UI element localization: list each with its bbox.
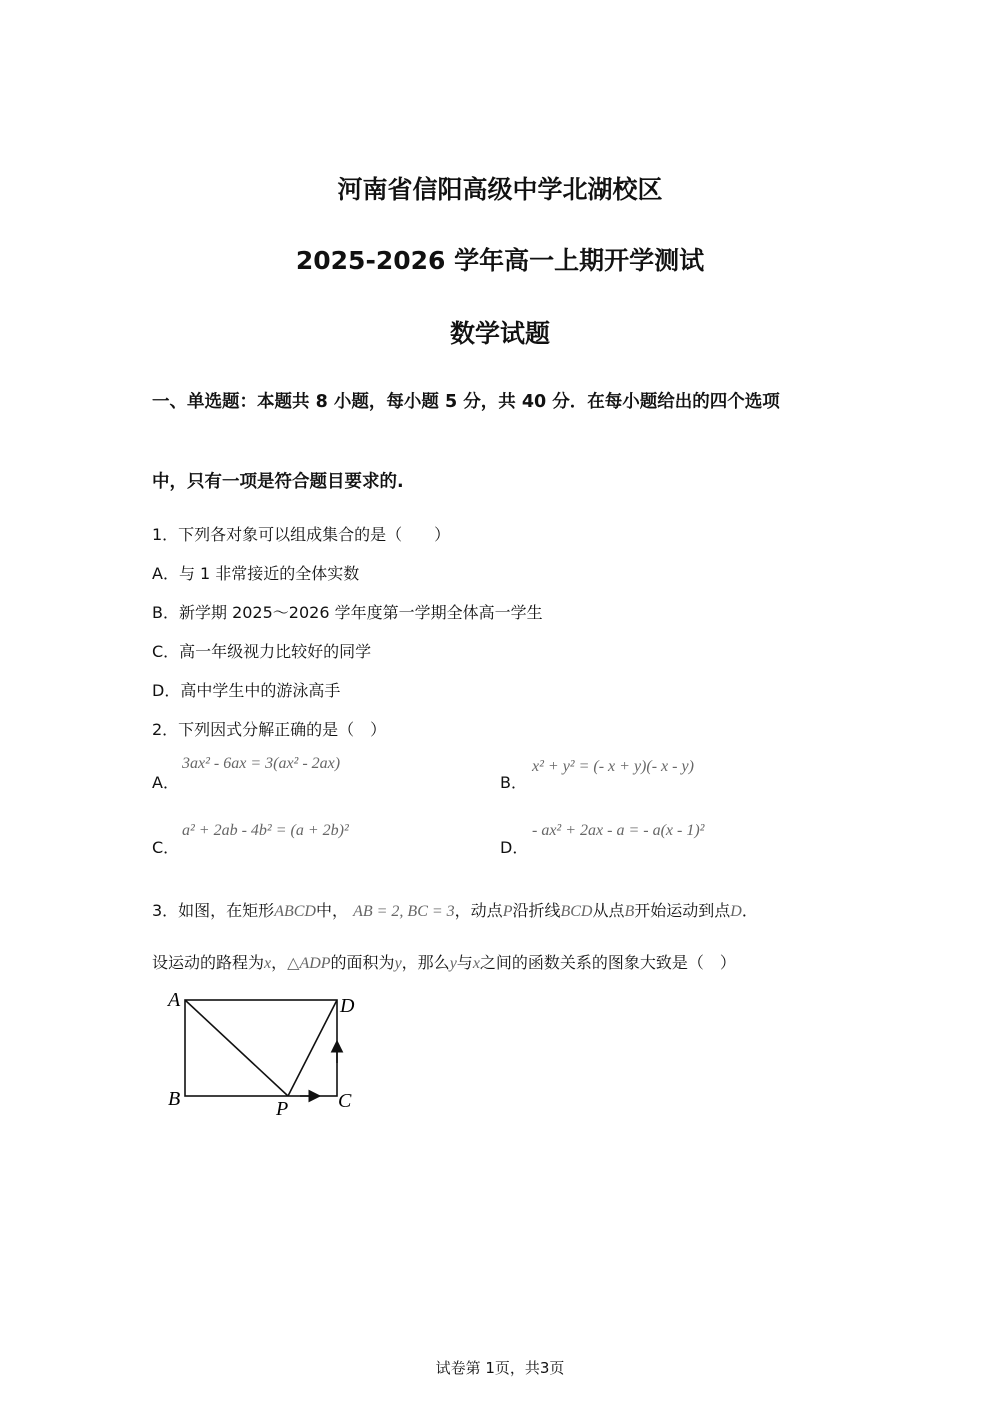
- label-c: C: [338, 1090, 352, 1112]
- q1-option-c: C．高一年级视力比较好的同学: [152, 642, 372, 661]
- q3-stem-line1: 3．如图，在矩形ABCD中， AB = 2, BC = 3，动点P沿折线BCD从点B开始运动到点D．: [152, 901, 758, 920]
- q2-option-c-formula: a² + 2ab - 4b² = (a + 2b)²: [182, 822, 349, 839]
- rectangle-figure: [160, 985, 380, 1125]
- q1-option-a: A．与 1 非常接近的全体实数: [152, 564, 360, 583]
- q3-stem-line2: 设运动的路程为x，△ADP的面积为y，那么y与x之间的函数关系的图象大致是（ ）: [152, 953, 736, 972]
- q2-label-a: A．: [152, 773, 179, 792]
- rectangle-abcd: [185, 1000, 337, 1096]
- q2-label-c: C．: [152, 838, 180, 857]
- q1-option-d: D．高中学生中的游泳高手: [152, 681, 341, 700]
- segment-ap: [185, 1000, 288, 1096]
- label-b: B: [168, 1088, 181, 1110]
- label-p: P: [276, 1098, 289, 1120]
- section-heading-line1: 一、单选题：本题共 8 小题，每小题 5 分，共 40 分．在每小题给出的四个选项: [152, 392, 780, 412]
- school-title: 河南省信阳高级中学北湖校区: [337, 175, 663, 204]
- label-d: D: [340, 995, 355, 1017]
- page-footer: 试卷第 1页，共3页: [435, 1359, 565, 1377]
- q2-stem: 2．下列因式分解正确的是（ ）: [152, 720, 387, 739]
- q2-option-a-formula: 3ax² - 6ax = 3(ax² - 2ax): [182, 755, 341, 772]
- q1-stem: 1．下列各对象可以组成集合的是（ ）: [152, 525, 451, 544]
- q2-label-b: B．: [500, 773, 527, 792]
- q2-option-b-formula: x² + y² = (- x + y)(- x - y): [532, 758, 694, 775]
- section-heading-line2: 中，只有一项是符合题目要求的.: [152, 472, 404, 492]
- exam-title: 2025-2026 学年高一上期开学测试: [295, 246, 705, 275]
- q2-label-d: D．: [500, 838, 529, 857]
- q2-option-d-formula: - ax² + 2ax - a = - a(x - 1)²: [532, 822, 705, 839]
- label-a: A: [168, 989, 181, 1011]
- subject-title: 数学试题: [449, 319, 550, 348]
- q1-option-b: B．新学期 2025～2026 学年度第一学期全体高一学生: [152, 603, 543, 622]
- segment-pd: [288, 1000, 337, 1096]
